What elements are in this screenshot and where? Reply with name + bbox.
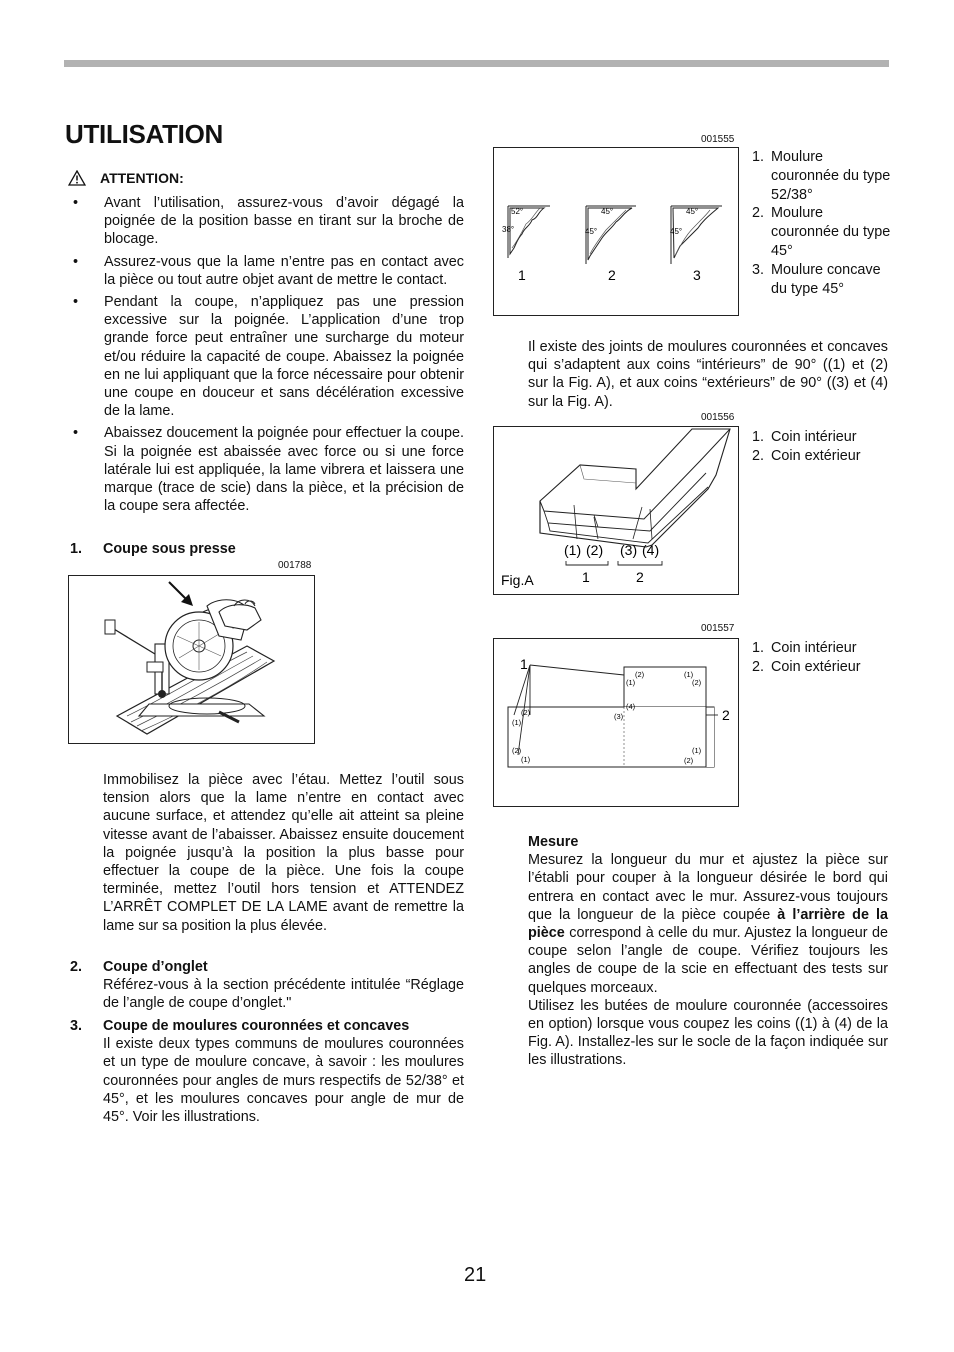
figure-label: (2) [521,708,531,717]
attention-label: ATTENTION: [100,170,184,186]
angle-label: 45° [686,207,699,216]
mark-4: (4) [642,542,660,558]
figure-callout-1: 1 [518,267,526,283]
fig-a-label: Fig.A [501,572,534,588]
section-3-text: Il existe deux types communs de moulures couronnées et un type de moulure concave, à savoir : les moulures couronnées pour angles de murs respectifs de 52/38° et 45°, et les moulures concaves pour angle de mur de 45°. Voir les illustrations. [103,1036,464,1126]
figure-label: (1) [512,718,522,727]
list-item: • Assurez-vous que la lame n’entre pas en contact avec la pièce ou tout autre objet avant de mettre le contact. [73,253,464,288]
mark-1: (1) [564,542,582,558]
mesure-section [528,833,888,1070]
joints-text: Il existe des joints de moulures couronnées et concaves qui s’adaptent aux coins “intérieurs” de 90° ((1) et (2) sur la Fig. A), et aux coins “extérieurs” de 90° ((3) et (4) sur la Fig. A). [528,339,888,410]
warning-triangle-icon [68,170,86,186]
mark-2: (2) [586,542,604,558]
figure-code: 001555 [701,134,735,145]
molding-types-figure [493,147,739,316]
corners-figure [493,638,739,807]
section-3: 3. Coupe de moulures couronnées et concaves Il existe deux types communs de moulures couronnées et un type de moulure concave, à savoir : les moulures couronnées pour angles de murs respectifs de 52/38° et 45°, et les moulures concaves pour angle de mur de 45°. Voir les illustrations. [70,1018,464,1126]
fig-a-figure [493,426,739,595]
figure-label: (1) [521,755,531,764]
header-rule [64,60,889,67]
figure-callout-1: 1 [520,656,528,672]
legend-item: 2. Moulure couronnée du type 45° [752,205,891,259]
group-2: 2 [636,569,644,585]
mesure-heading: Mesure [528,834,579,850]
angle-label: 45° [585,227,598,236]
figure-label: (2) [512,746,522,755]
figure-label: (1) [684,670,694,679]
molding-profile-3 [670,206,722,283]
figure-code: 001557 [701,623,735,634]
miter-saw-figure [68,575,315,744]
mark-3: (3) [620,542,638,558]
attention-heading [68,170,184,186]
attention-bullets [70,194,464,519]
angle-label: 45° [670,227,683,236]
legend-item: 1. Coin intérieur [752,640,857,656]
mesure-paragraph-1: Mesurez la longueur du mur et ajustez la pièce sur l’établi pour couper à la longueur désirée le bord qui entrera en contact avec le mur. Assurez-vous toujours que la longueur de la pièce coupée à l’arrière de la pièce correspond à celle du mur. Ajustez la longueur de coupe selon l’angle de coupe. Vérifiez toujours les angles de coupe de la scie en effectuant des tests sur quelques morceaux. [528,852,889,996]
figure-label: (2) [635,670,645,679]
mesure-paragraph-2: Utilisez les butées de moulure couronnée (accessoires en option) lorsque vous coupez les coins ((1) à (4) de la Fig. A). Installez-les sur le socle de la façon indiquée sur les illustrations. [528,997,888,1069]
angle-label: 52° [511,207,524,216]
figure-label: (2) [684,756,694,765]
list-item: • Avant l’utilisation, assurez-vous d’avoir dégagé la poignée de la position basse en tirant sur la broche de blocage. [73,195,464,248]
list-item: • Abaissez doucement la poignée pour effectuer la coupe. Si la poignée est abaissée avec force ou si une force latérale lui est appliquée, la lame vibrera et laissera une marque (trace de scie) dans la pièce, et la précision de la coupe sera affectée. [73,425,464,515]
figure-label: (1) [692,746,702,755]
page-title: UTILISATION [65,119,223,149]
figure-callout-3: 3 [693,267,701,283]
legend-item: 3. Moulure concave du type 45° [752,261,881,297]
list-item: • Pendant la coupe, n’appliquez pas une pression excessive sur la poignée. L’application d’une trop grande force peut entraîner une surcharge du moteur et/ou réduire la capacité de coupe. Abaissez la poignée en ne lui appliquant que la force nécessaire pour obtenir une coupe en douceur et sans décélération excessive de la lame. [73,294,464,420]
molding-legend [752,148,892,298]
legend-item: 2. Coin extérieur [752,658,861,675]
figure-label: (4) [626,702,636,711]
section-2: 2. Coupe d’onglet Référez-vous à la section précédente intitulée “Réglage de l’angle de coupe d’onglet." [70,959,464,1012]
legend-item: 1. Coin intérieur [752,429,857,445]
figure-label: (1) [626,678,636,687]
figure-label: (2) [692,678,702,687]
figure-code: 001788 [278,560,312,571]
legend-item: 1. Moulure couronnée du type 52/38° [752,149,891,203]
page-number: 21 [464,1264,487,1286]
section-1-text: Immobilisez la pièce avec l’étau. Mettez l’outil sous tension alors que la lame n’entre en contact avec aucune surface, et attendez qu’elle ait atteint sa pleine vitesse avant de l’abaisser. Abaissez ensuite doucement la poignée jusqu’à la position la plus basse pour effectuer la coupe de la pièce. Une fois la coupe terminée, mettez l’outil hors tension et ATTENDEZ L’ARRÊT COMPLET DE LA LAME avant de remettre la lame sur sa position la plus élevée. [103,772,464,934]
fig-a-legend [752,428,892,466]
angle-label: 38° [502,225,515,234]
group-1: 1 [582,569,590,585]
legend-item: 2. Coin extérieur [752,447,861,464]
molding-profile-1 [502,206,550,283]
corners-legend [752,639,892,677]
figure-label: (3) [614,712,624,721]
angle-label: 45° [601,207,614,216]
section-1-heading: 1. Coupe sous presse [70,541,236,557]
figure-callout-2: 2 [608,267,616,283]
molding-profile-2 [585,206,636,283]
section-2-text: Référez-vous à la section précédente intitulée “Réglage de l’angle de coupe d’onglet." [103,977,464,1012]
figure-code: 001556 [701,412,735,423]
figure-callout-2: 2 [722,707,730,723]
